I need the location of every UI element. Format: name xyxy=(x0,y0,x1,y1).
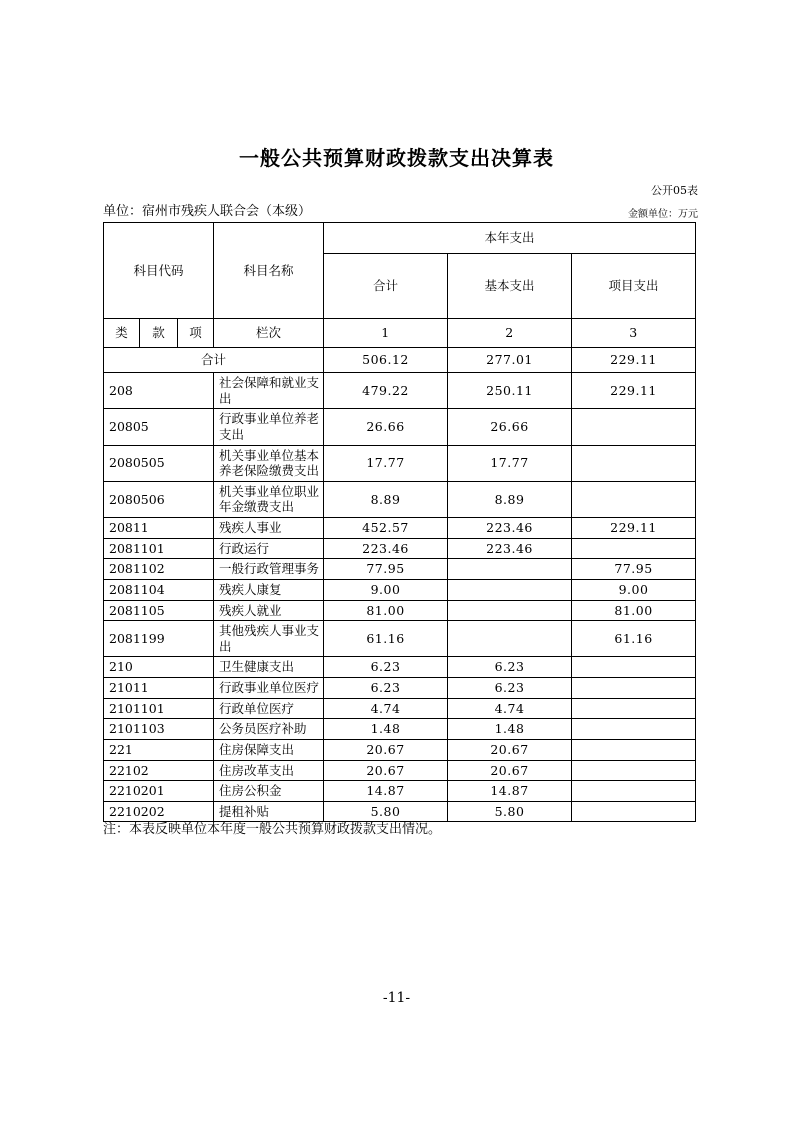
header-subject-name: 科目名称 xyxy=(214,223,324,319)
unit-label: 单位：宿州市残疾人联合会（本级） xyxy=(103,204,312,219)
row-basic: 17.77 xyxy=(448,445,572,481)
header-xiang: 项 xyxy=(178,319,214,348)
row-code: 22102 xyxy=(104,760,214,781)
budget-expenditure-table xyxy=(103,222,696,822)
row-subject-name: 行政事业单位医疗 xyxy=(214,678,324,699)
table-row xyxy=(104,579,696,600)
row-basic: 14.87 xyxy=(448,781,572,802)
row-total: 26.66 xyxy=(324,409,448,445)
row-project xyxy=(572,801,696,822)
row-project xyxy=(572,678,696,699)
row-project xyxy=(572,481,696,517)
row-total: 9.00 xyxy=(324,579,448,600)
row-total: 20.67 xyxy=(324,739,448,760)
row-subject-name: 残疾人事业 xyxy=(214,518,324,539)
row-code: 2210202 xyxy=(104,801,214,822)
row-code: 2081199 xyxy=(104,621,214,657)
row-code: 21011 xyxy=(104,678,214,699)
row-subject-name: 住房改革支出 xyxy=(214,760,324,781)
total-row-project: 229.11 xyxy=(572,348,696,373)
row-subject-name: 行政运行 xyxy=(214,538,324,559)
header-column-label: 栏次 xyxy=(214,319,324,348)
row-total: 1.48 xyxy=(324,719,448,740)
row-subject-name: 提租补贴 xyxy=(214,801,324,822)
row-subject-name: 一般行政管理事务 xyxy=(214,559,324,580)
row-subject-name: 住房公积金 xyxy=(214,781,324,802)
row-subject-name: 其他残疾人事业支出 xyxy=(214,621,324,657)
row-total: 61.16 xyxy=(324,621,448,657)
row-total: 5.80 xyxy=(324,801,448,822)
row-subject-name: 卫生健康支出 xyxy=(214,657,324,678)
row-code: 221 xyxy=(104,739,214,760)
row-subject-name: 行政单位医疗 xyxy=(214,698,324,719)
table-row xyxy=(104,698,696,719)
row-project xyxy=(572,739,696,760)
row-total: 81.00 xyxy=(324,600,448,621)
header-kuan: 款 xyxy=(140,319,178,348)
header-total: 合计 xyxy=(324,254,448,319)
header-basic: 基本支出 xyxy=(448,254,572,319)
header-col-1: 1 xyxy=(324,319,448,348)
row-project: 61.16 xyxy=(572,621,696,657)
table-header-row-1 xyxy=(104,223,696,254)
table-row xyxy=(104,621,696,657)
row-project xyxy=(572,719,696,740)
table-row xyxy=(104,481,696,517)
row-code: 2081105 xyxy=(104,600,214,621)
row-basic: 223.46 xyxy=(448,538,572,559)
row-basic: 20.67 xyxy=(448,760,572,781)
row-code: 2081101 xyxy=(104,538,214,559)
row-subject-name: 机关事业单位职业年金缴费支出 xyxy=(214,481,324,517)
table-row xyxy=(104,657,696,678)
row-subject-name: 公务员医疗补助 xyxy=(214,719,324,740)
row-basic: 223.46 xyxy=(448,518,572,539)
row-subject-name: 住房保障支出 xyxy=(214,739,324,760)
row-total: 17.77 xyxy=(324,445,448,481)
row-code: 2210201 xyxy=(104,781,214,802)
table-row xyxy=(104,409,696,445)
total-row-total: 506.12 xyxy=(324,348,448,373)
row-total: 223.46 xyxy=(324,538,448,559)
header-project: 项目支出 xyxy=(572,254,696,319)
row-basic xyxy=(448,600,572,621)
row-total: 14.87 xyxy=(324,781,448,802)
page-title: 一般公共预算财政拨款支出决算表 xyxy=(239,146,554,170)
row-subject-name: 行政事业单位养老支出 xyxy=(214,409,324,445)
row-project: 77.95 xyxy=(572,559,696,580)
row-total: 452.57 xyxy=(324,518,448,539)
row-total: 6.23 xyxy=(324,657,448,678)
row-code: 2080506 xyxy=(104,481,214,517)
header-col-3: 3 xyxy=(572,319,696,348)
row-basic xyxy=(448,559,572,580)
header-year-expenditure: 本年支出 xyxy=(324,223,696,254)
row-code: 210 xyxy=(104,657,214,678)
table-row xyxy=(104,760,696,781)
row-subject-name: 残疾人康复 xyxy=(214,579,324,600)
row-code: 20811 xyxy=(104,518,214,539)
total-row-basic: 277.01 xyxy=(448,348,572,373)
table-row xyxy=(104,600,696,621)
row-basic: 6.23 xyxy=(448,678,572,699)
header-lei: 类 xyxy=(104,319,140,348)
table-row xyxy=(104,445,696,481)
row-project xyxy=(572,409,696,445)
row-project xyxy=(572,657,696,678)
table-header-row-3 xyxy=(104,319,696,348)
table-row xyxy=(104,678,696,699)
page-number: -11- xyxy=(382,990,411,1006)
row-code: 2080505 xyxy=(104,445,214,481)
total-row-label: 合计 xyxy=(104,348,324,373)
row-subject-name: 残疾人就业 xyxy=(214,600,324,621)
table-row xyxy=(104,518,696,539)
row-project: 229.11 xyxy=(572,518,696,539)
row-project xyxy=(572,781,696,802)
row-basic xyxy=(448,621,572,657)
row-code: 20805 xyxy=(104,409,214,445)
row-total: 8.89 xyxy=(324,481,448,517)
row-subject-name: 社会保障和就业支出 xyxy=(214,373,324,409)
row-basic: 5.80 xyxy=(448,801,572,822)
row-total: 479.22 xyxy=(324,373,448,409)
table-total-row xyxy=(104,348,696,373)
row-project: 9.00 xyxy=(572,579,696,600)
row-code: 208 xyxy=(104,373,214,409)
row-total: 4.74 xyxy=(324,698,448,719)
row-total: 20.67 xyxy=(324,760,448,781)
row-code: 2081104 xyxy=(104,579,214,600)
row-total: 77.95 xyxy=(324,559,448,580)
row-subject-name: 机关事业单位基本养老保险缴费支出 xyxy=(214,445,324,481)
row-basic: 1.48 xyxy=(448,719,572,740)
header-code-group: 科目代码 xyxy=(104,223,214,319)
row-project: 229.11 xyxy=(572,373,696,409)
row-basic xyxy=(448,579,572,600)
row-code: 2101103 xyxy=(104,719,214,740)
row-code: 2081102 xyxy=(104,559,214,580)
row-project xyxy=(572,698,696,719)
table-row xyxy=(104,719,696,740)
header-col-2: 2 xyxy=(448,319,572,348)
amount-unit-label: 金额单位：万元 xyxy=(628,209,698,220)
row-basic: 250.11 xyxy=(448,373,572,409)
table-row xyxy=(104,781,696,802)
row-basic: 8.89 xyxy=(448,481,572,517)
table-row xyxy=(104,739,696,760)
row-total: 6.23 xyxy=(324,678,448,699)
table-row xyxy=(104,373,696,409)
table-row xyxy=(104,559,696,580)
row-basic: 20.67 xyxy=(448,739,572,760)
row-code: 2101101 xyxy=(104,698,214,719)
row-basic: 4.74 xyxy=(448,698,572,719)
row-project xyxy=(572,445,696,481)
row-basic: 26.66 xyxy=(448,409,572,445)
table-note: 注：本表反映单位本年度一般公共预算财政拨款支出情况。 xyxy=(103,822,442,837)
row-project: 81.00 xyxy=(572,600,696,621)
row-project xyxy=(572,538,696,559)
form-number: 公开05表 xyxy=(651,184,698,197)
row-project xyxy=(572,760,696,781)
table-row xyxy=(104,538,696,559)
row-basic: 6.23 xyxy=(448,657,572,678)
